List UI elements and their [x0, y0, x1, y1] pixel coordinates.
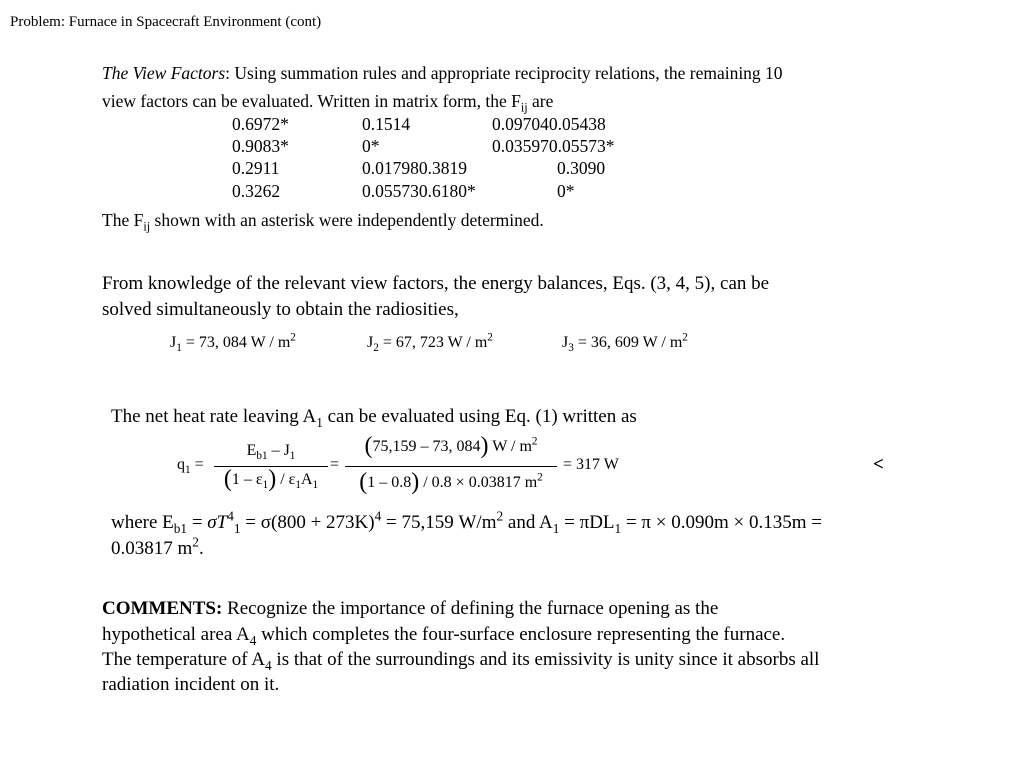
- j2-value: = 67, 723 W / m: [382, 334, 488, 351]
- comments-text: hypothetical area A: [102, 624, 250, 645]
- subscript: ij: [520, 100, 528, 115]
- intro-text: can be evaluated using Eq. (1) written as: [322, 406, 637, 427]
- where-text: = π × 0.090m × 0.135m =: [621, 512, 822, 533]
- subscript: b1: [173, 520, 188, 536]
- subscript: 1: [316, 414, 323, 430]
- where-text: = σ(800 + 273K): [240, 512, 375, 533]
- comments-text: which completes the four-surface enclosure representing the furnace.: [256, 624, 786, 645]
- where-text: where E: [111, 512, 174, 533]
- j3-value: = 36, 609 W / m: [577, 334, 683, 351]
- comments-text: The temperature of A: [102, 649, 266, 670]
- matrix-cell: 0.017980.3819: [362, 158, 467, 178]
- where-text: .: [198, 538, 204, 559]
- subscript: 1: [295, 479, 301, 492]
- superscript: 4: [374, 508, 382, 524]
- den-term: 1 – 0.8: [367, 474, 412, 491]
- fraction-1-denominator: $(1 - \varepsilon_1) / \varepsilon_1A_1$: [223, 466, 319, 492]
- where-text: = πDL: [559, 512, 615, 533]
- superscript: 2: [537, 471, 543, 484]
- den-term: / ε: [280, 471, 296, 488]
- where-line-1: [111, 508, 822, 536]
- view-factors-intro-line-2: [102, 90, 554, 115]
- comments-text: Recognize the importance of defining the furnace opening as the: [222, 598, 719, 619]
- subscript: 1: [262, 479, 269, 492]
- where-text: 0.03817 m: [111, 538, 193, 559]
- note-text: shown with an asterisk were independently determined.: [150, 210, 544, 230]
- subscript: 1: [185, 464, 191, 477]
- subscript: 4: [265, 657, 272, 673]
- comments-line-1: [102, 598, 718, 620]
- comments-line-2: [102, 624, 785, 646]
- num-term: W / m: [492, 438, 532, 455]
- comments-line-4: radiation incident on it.: [102, 674, 280, 695]
- superscript: 2: [192, 534, 199, 550]
- minus-j: – J: [271, 442, 290, 459]
- subscript: 1: [233, 520, 241, 536]
- superscript: 2: [496, 508, 504, 524]
- fraction-2-bar: [345, 466, 557, 467]
- equals: =: [194, 456, 204, 473]
- where-line-2: [111, 534, 204, 560]
- j-symbol: J: [562, 334, 569, 351]
- superscript: 2: [487, 331, 493, 344]
- comments-line-3: [102, 649, 819, 671]
- subscript: 4: [249, 632, 257, 648]
- matrix-cell: 0.3262: [232, 181, 281, 201]
- matrix-cell: 0*: [362, 136, 380, 156]
- matrix-cell: 0.6972*: [232, 114, 289, 134]
- note-text: The F: [102, 210, 144, 230]
- num-term: 75,159 – 73, 084: [372, 438, 481, 455]
- superscript: 2: [531, 435, 538, 448]
- subscript: 1: [614, 520, 622, 536]
- matrix-cell: 0.035970.05573*: [492, 136, 615, 156]
- fraction-1-numerator: [214, 442, 328, 463]
- subscript: 1: [176, 342, 182, 355]
- comments-text: is that of the surroundings and its emissivity is unity since it absorbs all: [271, 649, 820, 670]
- radiosity-j1: [170, 331, 296, 355]
- radiosity-j3: [562, 331, 688, 355]
- subscript: 2: [373, 342, 379, 355]
- result-value: = 317 W: [563, 456, 619, 473]
- comments-label: COMMENTS:: [102, 598, 223, 619]
- view-factors-heading: The View Factors: [102, 63, 226, 83]
- den-term: A: [300, 471, 313, 488]
- superscript: 2: [290, 331, 296, 344]
- matrix-cell: 0.1514: [362, 114, 411, 134]
- page-title: Problem: Furnace in Spacecraft Environment (cont): [10, 14, 322, 30]
- superscript: 2: [682, 331, 688, 344]
- radiosity-j2: [367, 331, 493, 355]
- den-term: / 0.8 × 0.03817 m: [423, 474, 538, 491]
- q1-symbol: [177, 456, 204, 477]
- intro-text: view factors can be evaluated. Written in matrix form, the F: [102, 91, 521, 111]
- energy-line-2: solved simultaneously to obtain the radiosities,: [102, 299, 459, 320]
- e-symbol: E: [246, 442, 257, 459]
- intro-end: are: [527, 91, 554, 111]
- sigma-t: σT: [207, 512, 228, 533]
- j-symbol: J: [170, 334, 177, 351]
- fraction-2-numerator: (75,159 – 73, 084) W / $m^2$: [364, 433, 538, 459]
- net-heat-intro: [111, 406, 637, 428]
- where-text: = 75,159 W/m: [381, 512, 497, 533]
- q-symbol: q: [177, 456, 185, 473]
- matrix-cell: 0.2911: [232, 158, 280, 178]
- where-text: =: [187, 512, 208, 533]
- equals-sign: =: [330, 456, 340, 473]
- subscript: 3: [568, 342, 574, 355]
- j1-value: = 73, 084 W / m: [185, 334, 291, 351]
- where-text: and A: [503, 512, 553, 533]
- matrix-cell: 0.9083*: [232, 136, 289, 156]
- subscript: 1: [552, 520, 560, 536]
- subscript: 1: [312, 479, 319, 492]
- j-symbol: J: [367, 334, 374, 351]
- asterisk-note: [102, 209, 544, 234]
- superscript: 4: [227, 508, 234, 524]
- matrix-cell: 0.3090: [557, 158, 606, 178]
- view-factors-intro-line-1: [102, 62, 783, 84]
- matrix-cell: 0.097040.05438: [492, 114, 606, 134]
- view-factors-intro-text: : Using summation rules and appropriate reciprocity relations, the remaining 10: [225, 63, 783, 83]
- result-marker: <: [873, 454, 884, 475]
- matrix-cell: 0*: [557, 181, 575, 201]
- intro-text: The net heat rate leaving A: [111, 406, 317, 427]
- fraction-2-denominator: (1 – 0.8) / 0.8 × 0.03817 $m^2$: [359, 469, 543, 495]
- matrix-cell: 0.055730.6180*: [362, 181, 476, 201]
- energy-line-1: From knowledge of the relevant view factors, the energy balances, Eqs. (3, 4, 5), can be: [102, 273, 770, 294]
- subscript: b1: [256, 450, 268, 463]
- subscript: ij: [143, 219, 151, 234]
- den-term: 1 – ε: [231, 471, 263, 488]
- subscript: 1: [289, 450, 296, 463]
